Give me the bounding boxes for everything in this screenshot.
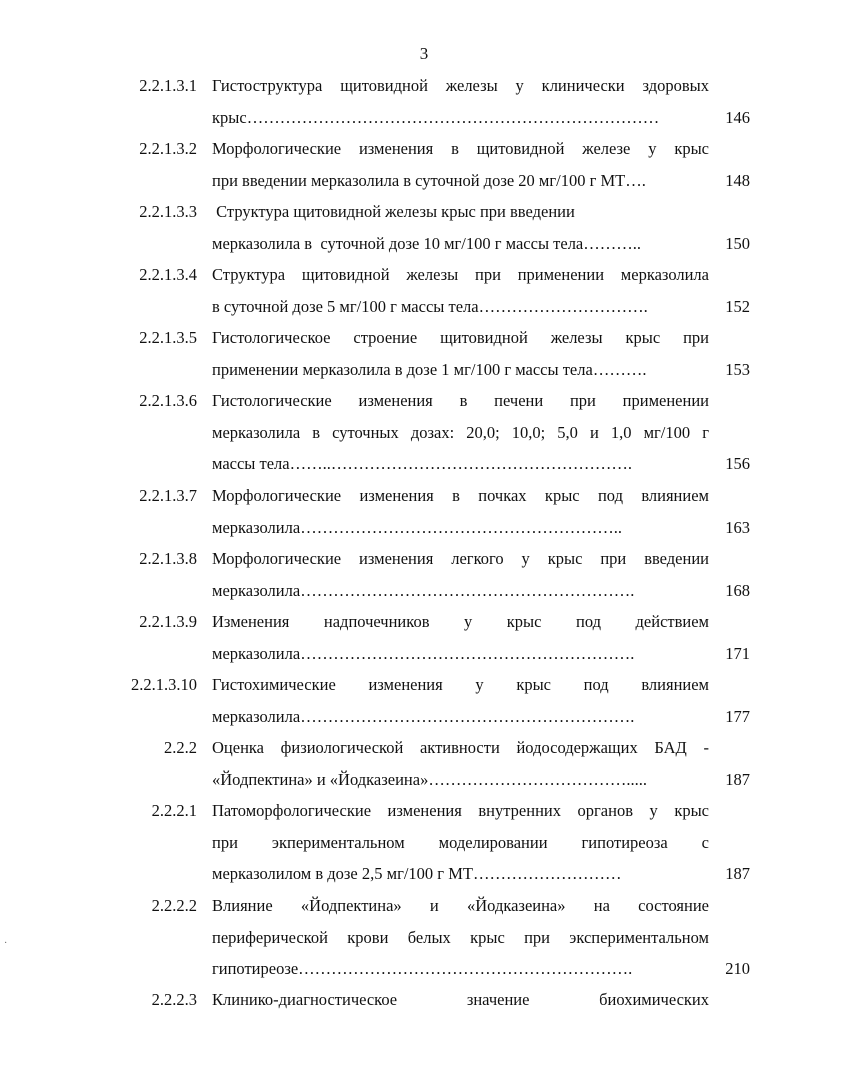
entry-title-line: Гистологическое строение щитовидной железы крыс при <box>212 328 709 347</box>
entry-text <box>212 259 750 322</box>
section-number: 2.2.1.3.6 <box>139 391 197 410</box>
entry-title-line: Структура щитовидной железы крыс при введении <box>212 202 575 221</box>
entry-text <box>212 322 750 385</box>
entry-last-line <box>212 448 750 480</box>
entry-title-end: мерказолила <box>212 517 301 537</box>
entry-text <box>212 133 750 196</box>
entry-text <box>212 606 750 669</box>
entry-title-line: Гистоструктура щитовидной железы у клинически здоровых <box>212 76 709 95</box>
entry-title-end: «Йодпектина» и «Йодказеина» <box>212 769 429 789</box>
dot-leader: ……….. <box>583 233 641 253</box>
entry-text <box>212 480 750 543</box>
entry-title-line: Оценка физиологической активности йодосодержащих БАД - <box>212 738 709 757</box>
table-of-contents <box>0 70 792 1080</box>
entry-last-line <box>212 228 750 260</box>
entry-last-line <box>212 701 750 733</box>
section-number: 2.2.2.2 <box>151 896 197 915</box>
entry-last-line <box>212 512 750 544</box>
section-number: 2.2.1.3.1 <box>139 76 197 95</box>
entry-last-line <box>212 638 750 670</box>
section-number: 2.2.1.3.3 <box>139 202 197 221</box>
entry-text <box>212 543 750 606</box>
entry-text <box>212 732 750 795</box>
section-number: 2.2.1.3.7 <box>139 486 197 505</box>
page-ref: 187 <box>725 769 750 789</box>
entry-title-line: Гистохимические изменения у крыс под влиянием <box>212 675 709 694</box>
dot-leader: ……………………… <box>472 864 622 883</box>
page-ref: 210 <box>725 959 750 978</box>
entry-title-end: применении мерказолила в дозе 1 мг/100 г массы тела <box>212 359 593 379</box>
entry-title-end: в суточной дозе 5 мг/100 г массы тела <box>212 296 479 316</box>
section-number: 2.2.1.3.8 <box>139 549 197 568</box>
entry-text <box>212 984 709 1016</box>
entry-title-line: Гистологические изменения в печени при применении <box>212 391 709 410</box>
entry-title-end: мерказолила <box>212 643 301 663</box>
entry-title-end: при введении мерказолила в суточной дозе 20 мг/100 г МТ <box>212 170 626 190</box>
dot-leader: ……………………………………………………. <box>298 959 633 978</box>
entry-last-line <box>212 953 750 985</box>
entry-title-end: гипотиреозе <box>212 959 299 978</box>
dot-leader: ………. <box>592 359 647 379</box>
entry-text <box>212 70 750 133</box>
page-number: 3 <box>419 44 429 63</box>
entry-title-line: Морфологические изменения в почках крыс под влиянием <box>212 486 709 505</box>
page-ref: 177 <box>725 706 750 726</box>
section-number: 2.2.1.3.9 <box>139 612 197 631</box>
page-ref: 152 <box>725 296 750 316</box>
section-number: 2.2.1.3.2 <box>139 139 197 158</box>
entry-title-line: Влияние «Йодпектина» и «Йодказеина» на состояние <box>212 896 709 915</box>
dot-leader: …. <box>625 170 646 190</box>
dot-leader: ………………………………………………….. <box>300 517 622 537</box>
entry-title-end: мерказолила в суточной дозе 10 мг/100 г массы тела <box>212 233 584 253</box>
entry-title-line: Изменения надпочечников у крыс под действием <box>212 612 709 631</box>
dot-leader: ……………………………………………………. <box>300 643 635 663</box>
entry-text <box>212 385 750 480</box>
entry-title-line: мерказолила в суточных дозах: 20,0; 10,0; 5,0 и 1,0 мг/100 г <box>212 422 709 442</box>
page-ref: 187 <box>725 864 750 883</box>
entry-title-line: Патоморфологические изменения внутренних органов у крыс <box>212 801 709 820</box>
page-ref: 168 <box>725 580 750 600</box>
entry-text <box>212 669 750 732</box>
entry-last-line <box>212 291 750 323</box>
page-ref: 153 <box>725 359 750 379</box>
page-ref: 150 <box>725 233 750 253</box>
dot-leader: ……………………………………………………. <box>300 706 635 726</box>
entry-last-line <box>212 354 750 386</box>
entry-title-line: периферической крови белых крыс при экспериментальном <box>212 927 709 947</box>
entry-title-line: Клинико-диагностическое значение биохимических <box>212 990 709 1009</box>
page-ref: 171 <box>725 643 750 663</box>
entry-title-line: Морфологические изменения в щитовидной железе у крыс <box>212 139 709 158</box>
entry-title-end: массы тела <box>212 454 290 473</box>
entry-title-end: мерказолила <box>212 706 301 726</box>
entry-title-line: при экпериментальном моделировании гипотиреоза с <box>212 832 709 852</box>
entry-title-end: мерказолила <box>212 580 301 600</box>
entry-last-line <box>212 575 750 607</box>
section-number: 2.2.2.1 <box>151 801 197 820</box>
page-ref: 146 <box>725 107 750 127</box>
dot-leader: ………………………………..... <box>428 769 647 789</box>
entry-title-end: крыс <box>212 107 247 127</box>
dot-leader: ……..………………………………………………. <box>289 454 632 473</box>
page-ref: 156 <box>725 454 750 473</box>
entry-last-line <box>212 102 750 134</box>
dot-leader: ……………………………………………………. <box>300 580 635 600</box>
page-ref: 148 <box>725 170 750 190</box>
entry-text <box>212 890 750 985</box>
dot-leader: …………………………. <box>478 296 648 316</box>
page-ref: 163 <box>725 517 750 537</box>
section-number: 2.2.1.3.5 <box>139 328 197 347</box>
entry-last-line <box>212 858 750 890</box>
entry-title-line: Структура щитовидной железы при применении мерказолила <box>212 265 709 284</box>
section-number: 2.2.2.3 <box>151 990 197 1009</box>
entry-last-line <box>212 764 750 796</box>
entry-text <box>212 196 750 259</box>
stray-mark: · <box>4 938 8 949</box>
section-number: 2.2.1.3.10 <box>131 675 197 694</box>
dot-leader: ………………………………………………………………… <box>246 107 660 127</box>
entry-title-line: Морфологические изменения легкого у крыс при введении <box>212 549 709 568</box>
entry-text <box>212 795 750 890</box>
entry-title-end: мерказолилом в дозе 2,5 мг/100 г МТ <box>212 864 473 883</box>
section-number: 2.2.2 <box>164 738 197 757</box>
section-number: 2.2.1.3.4 <box>139 265 197 284</box>
entry-last-line <box>212 165 750 197</box>
